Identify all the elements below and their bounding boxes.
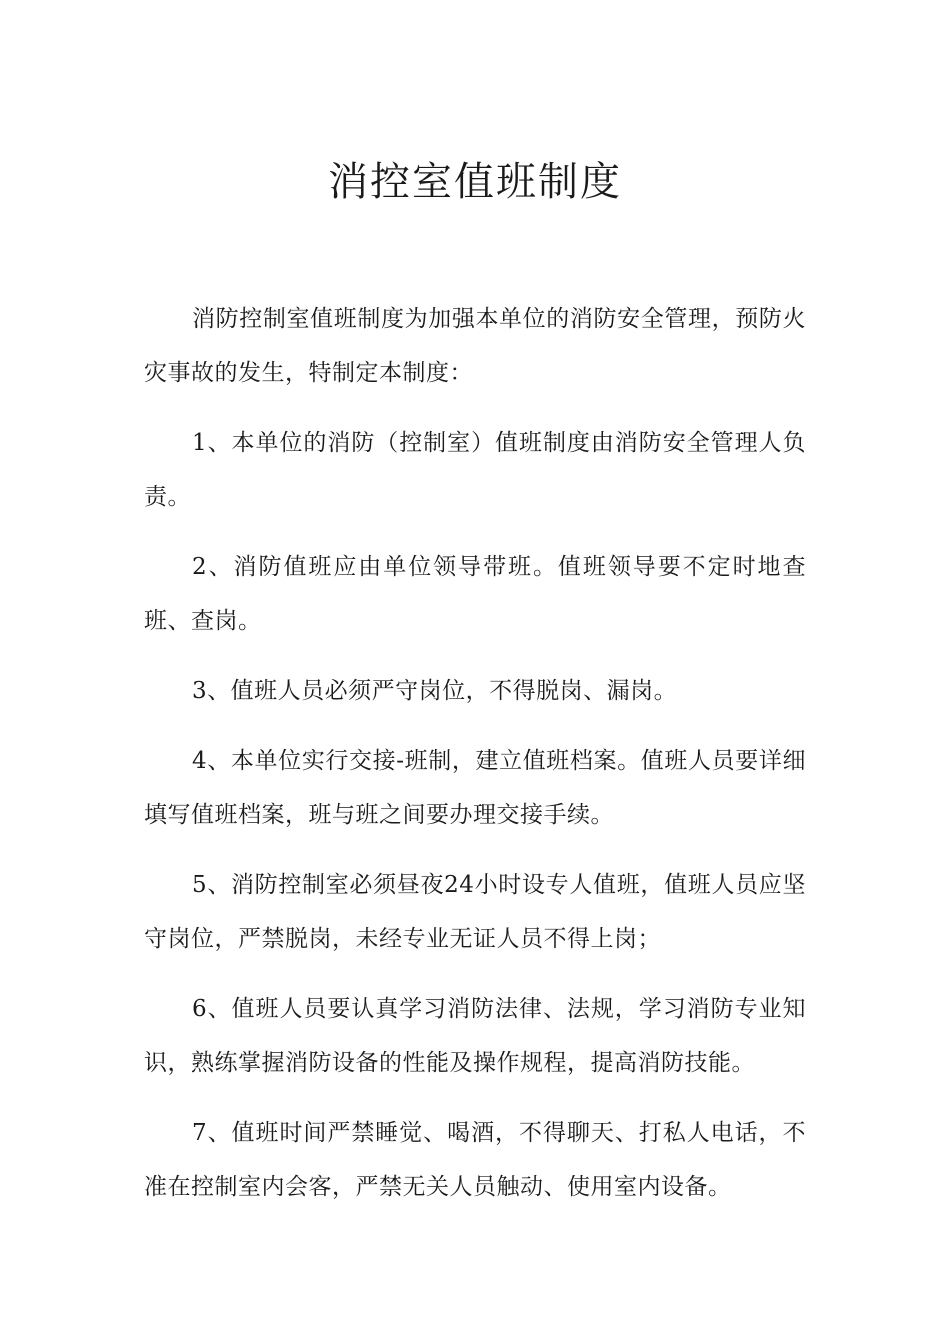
rule-item-4: 4、本单位实行交接-班制，建立值班档案。值班人员要详细填写值班档案，班与班之间要办理交接手续。	[144, 748, 806, 828]
document-body	[144, 292, 806, 1230]
rule-item-6: 6、值班人员要认真学习消防法律、法规，学习消防专业知识，熟练掌握消防设备的性能及操作规程，提高消防技能。	[144, 996, 806, 1076]
intro-paragraph: 消防控制室值班制度为加强本单位的消防安全管理，预防火灾事故的发生，特制定本制度：	[144, 306, 806, 386]
rule-item-2: 2、消防值班应由单位领导带班。值班领导要不定时地查班、查岗。	[144, 554, 806, 634]
document-title: 消控室值班制度	[328, 159, 622, 205]
rule-item-7: 7、值班时间严禁睡觉、喝酒，不得聊天、打私人电话，不准在控制室内会客，严禁无关人员触动、使用室内设备。	[144, 1120, 806, 1200]
rule-item-1: 1、本单位的消防（控制室）值班制度由消防安全管理人负责。	[144, 430, 806, 510]
rule-item-3: 3、值班人员必须严守岗位，不得脱岗、漏岗。	[192, 678, 678, 704]
rule-item-5: 5、消防控制室必须昼夜24小时设专人值班，值班人员应坚守岗位，严禁脱岗，未经专业无证人员不得上岗；	[144, 872, 806, 952]
